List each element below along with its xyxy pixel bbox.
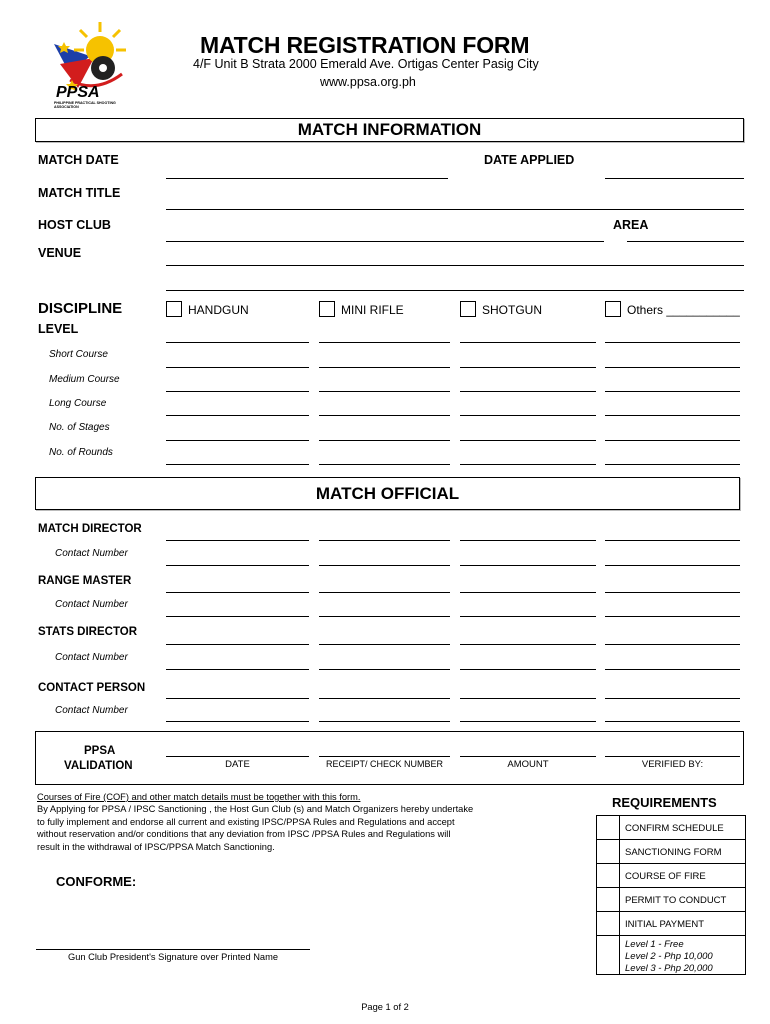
level-line[interactable] xyxy=(319,391,450,392)
level-line[interactable] xyxy=(319,367,450,368)
notes-line-4: without reservation and/or conditions that any deviation from IPSC /PPSA Rules and Regulations will xyxy=(37,829,451,840)
date-column-label: DATE xyxy=(225,759,250,770)
match-title-label: MATCH TITLE xyxy=(38,186,121,200)
level-line[interactable] xyxy=(166,415,309,416)
official-line[interactable] xyxy=(605,721,740,722)
official-line[interactable] xyxy=(319,698,450,699)
validation-verified-field[interactable] xyxy=(605,756,740,757)
level-line[interactable] xyxy=(605,440,740,441)
signature-field[interactable] xyxy=(36,949,310,950)
official-line[interactable] xyxy=(460,669,596,670)
date-applied-field[interactable] xyxy=(605,178,744,179)
official-line[interactable] xyxy=(605,616,740,617)
match-title-field[interactable] xyxy=(166,209,744,210)
official-line[interactable] xyxy=(460,644,596,645)
short-course-label: Short Course xyxy=(49,349,108,360)
level-3-fee: Level 3 - Php 20,000 xyxy=(625,963,713,974)
host-club-field[interactable] xyxy=(166,241,604,242)
level-line[interactable] xyxy=(605,391,740,392)
contact-number-label: Contact Number xyxy=(55,599,128,610)
website: www.ppsa.org.ph xyxy=(320,75,416,89)
form-title: MATCH REGISTRATION FORM xyxy=(200,32,530,58)
mini-rifle-checkbox[interactable] xyxy=(319,301,335,317)
handgun-label: HANDGUN xyxy=(188,303,249,317)
others-label: Others ___________ xyxy=(627,303,740,317)
level-line[interactable] xyxy=(319,440,450,441)
official-line[interactable] xyxy=(605,565,740,566)
level-2-fee: Level 2 - Php 10,000 xyxy=(625,951,713,962)
validation-label-1: PPSA xyxy=(84,745,116,757)
requirement-label: PERMIT TO CONDUCT xyxy=(625,895,727,906)
level-line[interactable] xyxy=(460,440,596,441)
official-line[interactable] xyxy=(319,669,450,670)
conforme-label: CONFORME: xyxy=(56,874,137,889)
medium-course-label: Medium Course xyxy=(49,374,120,385)
requirement-label: COURSE OF FIRE xyxy=(625,871,706,882)
requirement-label: SANCTIONING FORM xyxy=(625,847,722,858)
level-line[interactable] xyxy=(460,367,596,368)
contact-person-label: CONTACT PERSON xyxy=(38,682,146,694)
match-official-header xyxy=(35,477,740,510)
verified-column-label: VERIFIED BY: xyxy=(641,759,704,770)
official-line[interactable] xyxy=(319,540,450,541)
official-line[interactable] xyxy=(605,540,740,541)
section-title: MATCH INFORMATION xyxy=(297,120,482,139)
level-line[interactable] xyxy=(166,440,309,441)
notes-line-1: Courses of Fire (COF) and other match details must be together with this form. xyxy=(37,792,361,802)
level-line[interactable] xyxy=(166,342,309,343)
requirement-label: CONFIRM SCHEDULE xyxy=(625,823,724,834)
venue-label: VENUE xyxy=(38,246,82,260)
official-line[interactable] xyxy=(166,565,309,566)
stats-director-label: STATS DIRECTOR xyxy=(38,626,138,638)
official-line[interactable] xyxy=(460,540,596,541)
venue-field-1[interactable] xyxy=(166,265,744,266)
page-number: Page 1 of 2 xyxy=(361,1002,409,1012)
level-line[interactable] xyxy=(319,415,450,416)
requirements-check-column[interactable] xyxy=(596,815,620,975)
official-line[interactable] xyxy=(319,616,450,617)
host-club-label: HOST CLUB xyxy=(38,218,111,232)
official-line[interactable] xyxy=(605,592,740,593)
validation-box xyxy=(35,731,744,785)
official-line[interactable] xyxy=(460,698,596,699)
official-line[interactable] xyxy=(605,644,740,645)
official-line[interactable] xyxy=(166,592,309,593)
level-line[interactable] xyxy=(460,342,596,343)
level-line[interactable] xyxy=(460,415,596,416)
match-director-label: MATCH DIRECTOR xyxy=(38,523,142,535)
long-course-label: Long Course xyxy=(49,398,107,409)
level-line[interactable] xyxy=(460,464,596,465)
contact-number-label: Contact Number xyxy=(55,705,128,716)
requirements-heading: REQUIREMENTS xyxy=(612,795,717,810)
date-applied-label: DATE APPLIED xyxy=(484,153,575,167)
shotgun-checkbox[interactable] xyxy=(460,301,476,317)
level-line[interactable] xyxy=(319,464,450,465)
official-line[interactable] xyxy=(166,669,309,670)
validation-receipt-field[interactable] xyxy=(319,756,450,757)
notes-line-2: By Applying for PPSA / IPSC Sanctioning , the Host Gun Club (s) and Match Organizers hereby undertake xyxy=(37,804,474,815)
amount-column-label: AMOUNT xyxy=(507,759,549,770)
match-date-label: MATCH DATE xyxy=(38,153,119,167)
official-line[interactable] xyxy=(166,644,309,645)
official-line[interactable] xyxy=(605,698,740,699)
official-line[interactable] xyxy=(319,644,450,645)
validation-date-field[interactable] xyxy=(166,756,309,757)
discipline-label: DISCIPLINE xyxy=(38,300,123,317)
level-line[interactable] xyxy=(166,464,309,465)
notes-line-3: to fully implement and endorse all current and existing IPSC/PPSA Rules and Regulations and accept xyxy=(37,816,455,827)
official-line[interactable] xyxy=(166,721,309,722)
ppsa-logo xyxy=(50,14,130,110)
venue-field-2[interactable] xyxy=(166,290,744,291)
shotgun-label: SHOTGUN xyxy=(482,303,542,317)
mini-rifle-label: MINI RIFLE xyxy=(341,303,404,317)
official-line[interactable] xyxy=(460,565,596,566)
notes-block xyxy=(37,791,473,853)
official-line[interactable] xyxy=(166,540,309,541)
handgun-checkbox[interactable] xyxy=(166,301,182,317)
area-field[interactable] xyxy=(627,241,744,242)
contact-number-label: Contact Number xyxy=(55,548,128,559)
signature-caption: Gun Club President's Signature over Printed Name xyxy=(67,952,279,962)
official-line[interactable] xyxy=(319,721,450,722)
logo-text: PPSA xyxy=(56,84,100,101)
official-line[interactable] xyxy=(460,616,596,617)
level-1-fee: Level 1 - Free xyxy=(625,939,684,950)
notes-line-5: result in the withdrawal of IPSC/PPSA Match Sanctioning. xyxy=(37,841,275,852)
logo-subtext: PHILIPPINE PRACTICAL SHOOTING ASSOCIATION xyxy=(54,101,116,109)
rounds-label: No. of Rounds xyxy=(49,447,113,458)
validation-label-2: VALIDATION xyxy=(64,760,133,772)
official-line[interactable] xyxy=(166,698,309,699)
official-line[interactable] xyxy=(319,565,450,566)
receipt-column-label: RECEIPT/ CHECK NUMBER xyxy=(325,759,443,769)
level-line[interactable] xyxy=(166,391,309,392)
others-checkbox[interactable] xyxy=(605,301,621,317)
official-line[interactable] xyxy=(166,616,309,617)
contact-number-label: Contact Number xyxy=(55,652,128,663)
range-master-label: RANGE MASTER xyxy=(38,575,132,587)
area-label: AREA xyxy=(613,218,649,232)
official-line[interactable] xyxy=(460,721,596,722)
match-information-header xyxy=(35,118,744,142)
requirement-label: INITIAL PAYMENT xyxy=(625,919,705,930)
level-line[interactable] xyxy=(166,367,309,368)
official-line[interactable] xyxy=(319,592,450,593)
level-line[interactable] xyxy=(605,367,740,368)
stages-label: No. of Stages xyxy=(49,422,110,433)
level-line[interactable] xyxy=(460,391,596,392)
level-line[interactable] xyxy=(319,342,450,343)
address: 4/F Unit B Strata 2000 Emerald Ave. Ortigas Center Pasig City xyxy=(193,57,539,71)
level-line[interactable] xyxy=(605,415,740,416)
match-date-field[interactable] xyxy=(166,178,448,179)
level-line[interactable] xyxy=(605,342,740,343)
validation-amount-field[interactable] xyxy=(460,756,596,757)
section-title: MATCH OFFICIAL xyxy=(315,484,460,503)
official-line[interactable] xyxy=(460,592,596,593)
level-line[interactable] xyxy=(605,464,740,465)
level-label: LEVEL xyxy=(38,322,79,336)
official-line[interactable] xyxy=(605,669,740,670)
